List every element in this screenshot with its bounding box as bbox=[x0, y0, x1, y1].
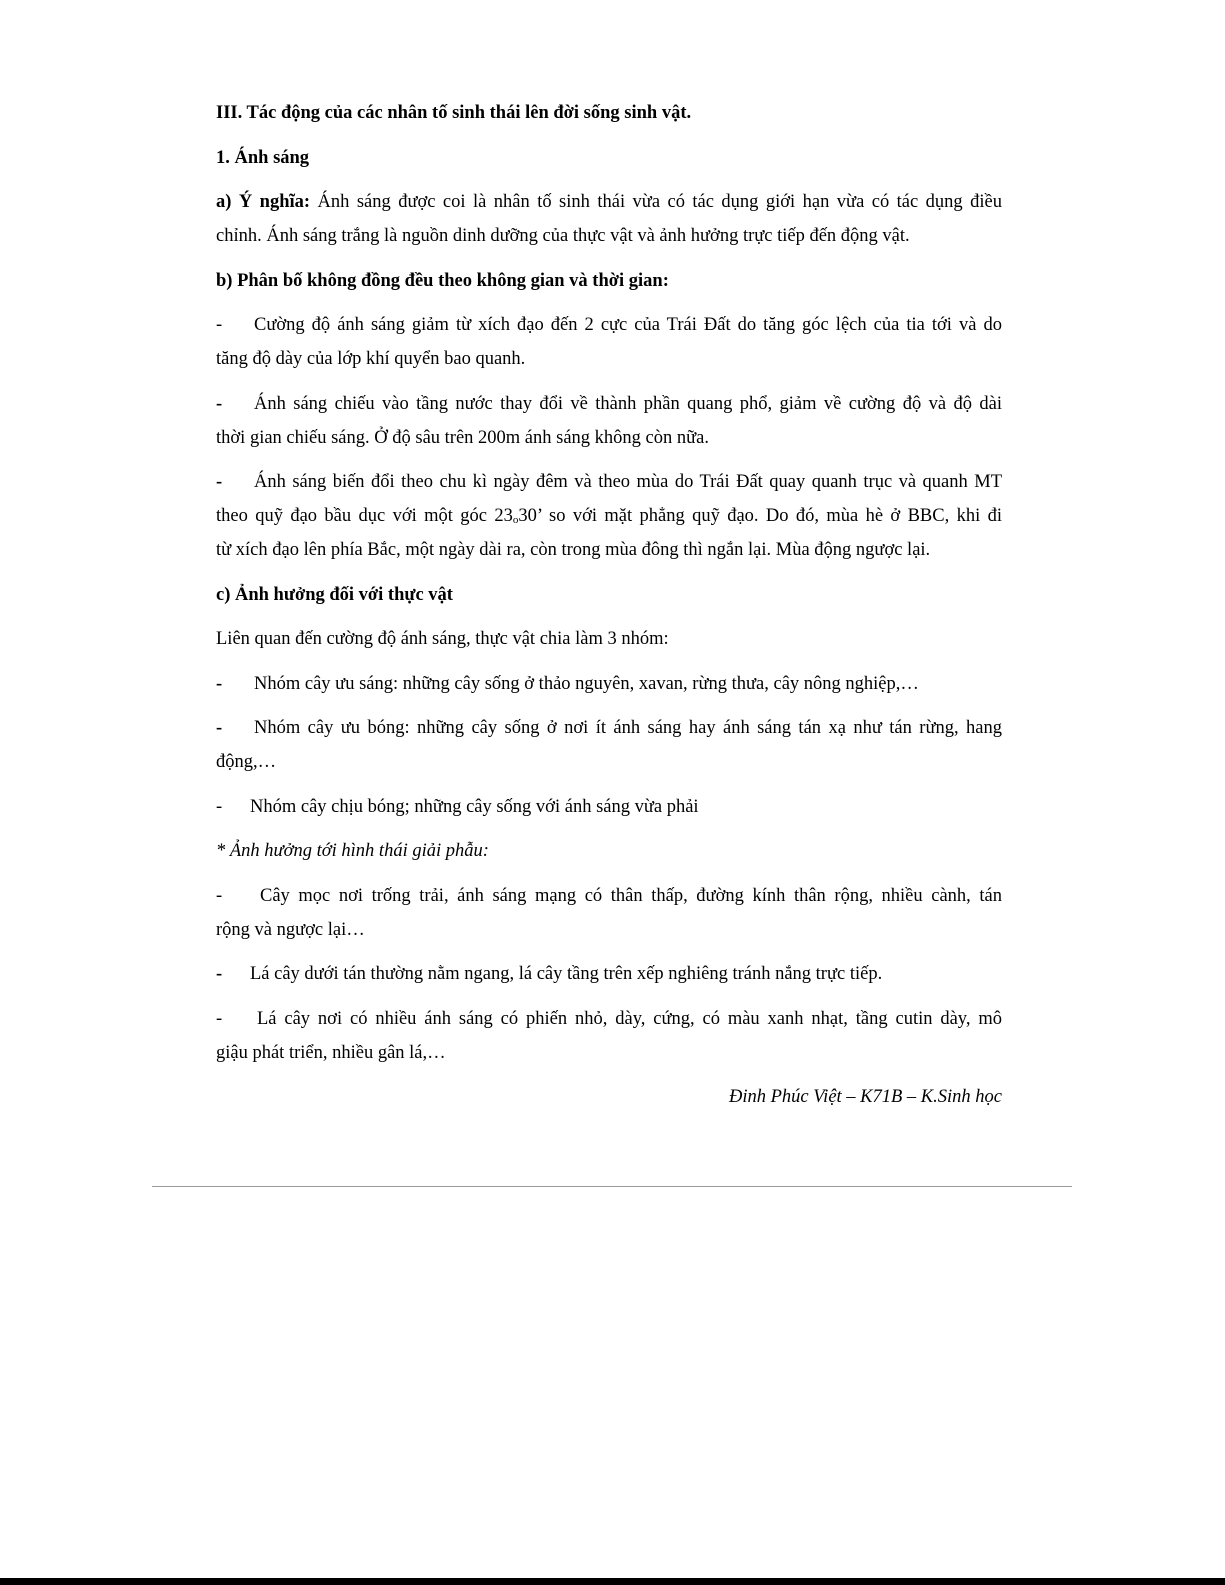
list-item-leaf-structure bbox=[216, 1002, 1002, 1070]
open-growth-text-1: Cây mọc nơi trống trải, ánh sáng mạng có thân thấp, đường kính thân rộng, nhiều cành, tán bbox=[260, 885, 1002, 906]
latitude-text-2: tăng độ dày của lớp khí quyển bao quanh. bbox=[216, 349, 526, 369]
tolerant-plants-text: Nhóm cây chịu bóng; những cây sống với ánh sáng vừa phải bbox=[250, 796, 699, 817]
leaf-structure-text-2: giậu phát triển, nhiều gân lá,… bbox=[216, 1042, 446, 1063]
open-growth-text-2: rộng và ngược lại… bbox=[216, 919, 365, 940]
document-body bbox=[216, 96, 1002, 1114]
section-heading-light: 1. Ánh sáng bbox=[216, 147, 310, 168]
bullet-dash: - bbox=[216, 964, 223, 984]
season-text-1: Ánh sáng biến đổi theo chu kì ngày đêm và theo mùa do Trái Đất quay quanh trục và quanh MT bbox=[254, 472, 1002, 492]
water-text-1: Ánh sáng chiếu vào tầng nước thay đổi về thành phần quang phổ, giảm về cường độ và độ dài bbox=[254, 393, 1002, 414]
list-item-latitude bbox=[216, 308, 1002, 376]
water-text-2: thời gian chiếu sáng. Ở độ sâu trên 200m ánh sáng không còn nữa. bbox=[216, 427, 710, 448]
leaf-structure-text-1: Lá cây nơi có nhiều ánh sáng có phiến nhỏ, dày, cứng, có màu xanh nhạt, tầng cutin dày, mô bbox=[257, 1008, 1002, 1029]
distribution-heading: b) Phân bố không đồng đều theo không gian và thời gian: bbox=[216, 270, 669, 291]
bullet-dash: - bbox=[216, 393, 223, 414]
plants-intro: Liên quan đến cường độ ánh sáng, thực vật chia làm 3 nhóm: bbox=[216, 629, 669, 649]
list-item-leaf-position bbox=[216, 957, 1002, 991]
bullet-dash: - bbox=[216, 315, 223, 335]
bullet-dash: - bbox=[216, 718, 223, 738]
meaning-text-1: Ánh sáng được coi là nhân tố sinh thái vừa có tác dụng giới hạn vừa có tác dụng điều bbox=[310, 192, 1002, 212]
footer-divider bbox=[152, 1186, 1072, 1187]
shade-plants-text-1: Nhóm cây ưu bóng: những cây sống ở nơi ít ánh sáng hay ánh sáng tán xạ như tán rừng, hang bbox=[254, 718, 1002, 738]
shade-plants-text-2: động,… bbox=[216, 752, 277, 772]
leaf-position-text: Lá cây dưới tán thường nằm ngang, lá cây tầng trên xếp nghiêng tránh nắng trực tiếp. bbox=[250, 964, 883, 984]
author-signature: Đinh Phúc Việt – K71B – K.Sinh học bbox=[728, 1087, 1002, 1107]
morphology-heading: * Ảnh hưởng tới hình thái giải phẫu: bbox=[216, 841, 489, 861]
bullet-dash: - bbox=[216, 673, 223, 694]
plants-heading: c) Ảnh hưởng đối với thực vật bbox=[216, 584, 453, 605]
bullet-dash: - bbox=[216, 472, 223, 492]
list-item-season bbox=[216, 465, 1002, 567]
season-text-2b: 30’ so với mặt phẳng quỹ đạo. Do đó, mùa hè ở BBC, khi đi bbox=[518, 506, 1002, 526]
meaning-text-2: chỉnh. Ánh sáng trắng là nguồn dinh dưỡng của thực vật và ảnh hưởng trực tiếp đến động vật. bbox=[216, 226, 910, 246]
list-item-shade-plants bbox=[216, 711, 1002, 779]
season-text-3: từ xích đạo lên phía Bắc, một ngày dài ra, còn trong mùa đông thì ngắn lại. Mùa động ngược lại. bbox=[216, 540, 931, 560]
degree-subscript: o bbox=[512, 514, 519, 526]
latitude-text-1: Cường độ ánh sáng giảm từ xích đạo đến 2 cực của Trái Đất do tăng góc lệch của tia tới và do bbox=[254, 315, 1002, 335]
bottom-edge-bar bbox=[0, 1578, 1225, 1585]
list-item-sun-plants bbox=[216, 667, 1002, 701]
paragraph-meaning bbox=[216, 185, 1002, 253]
season-text-2a: theo quỹ đạo bầu dục với một góc 23 bbox=[216, 506, 513, 526]
meaning-label: a) Ý nghĩa: bbox=[216, 192, 311, 212]
list-item-open-growth bbox=[216, 879, 1002, 947]
bullet-dash: - bbox=[216, 796, 223, 817]
bullet-dash: - bbox=[216, 885, 223, 906]
list-item-water bbox=[216, 387, 1002, 455]
list-item-tolerant-plants bbox=[216, 790, 1002, 824]
bullet-dash: - bbox=[216, 1008, 223, 1029]
sun-plants-text: Nhóm cây ưu sáng: những cây sống ở thảo nguyên, xavan, rừng thưa, cây nông nghiệp,… bbox=[254, 673, 919, 694]
main-heading: III. Tác động của các nhân tố sinh thái lên đời sống sinh vật. bbox=[216, 103, 692, 123]
